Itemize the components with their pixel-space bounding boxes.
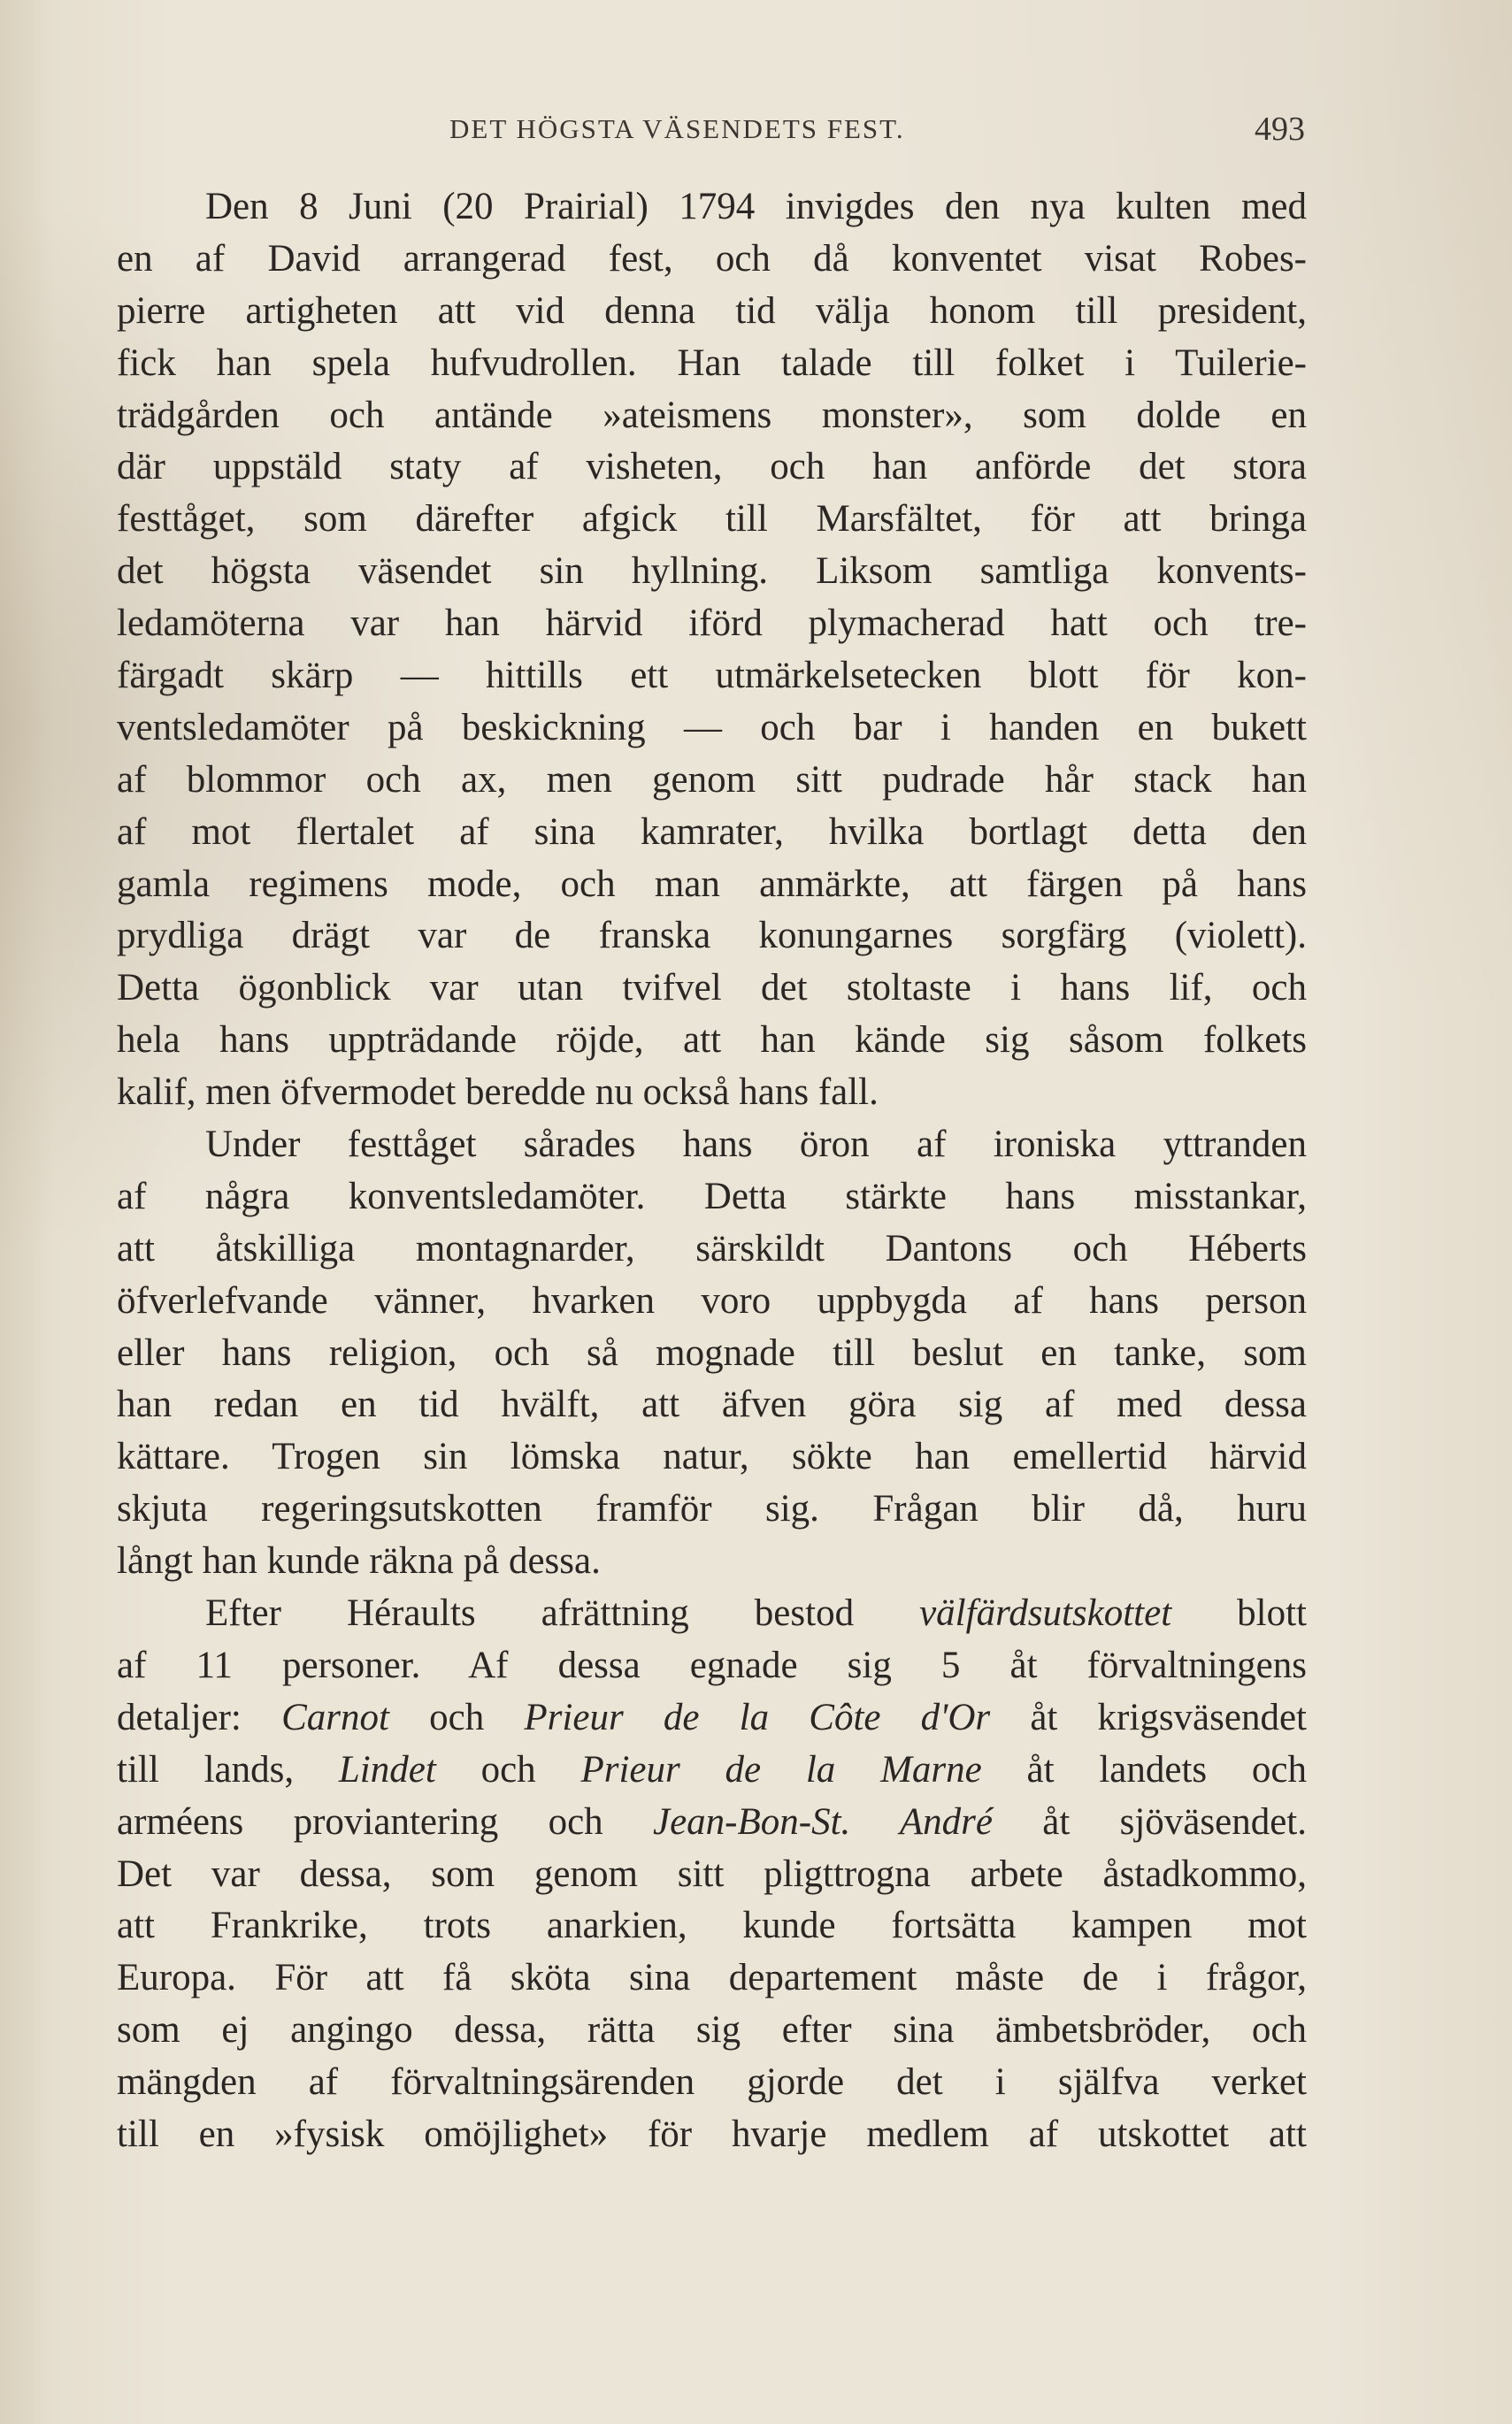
page-header bbox=[115, 106, 1305, 159]
text-line: ventsledamöter på beskickning — och bar i handen en bukett bbox=[117, 706, 1307, 748]
text-line: detaljer: Carnot och Prieur de la Côte d'Or åt krigsväsendet bbox=[117, 1696, 1307, 1738]
text-line: öfverlefvande vänner, hvarken voro uppbygda af hans person bbox=[117, 1279, 1307, 1322]
text-line: långt han kunde räkna på dessa. bbox=[117, 1540, 601, 1583]
text-line: det högsta väsendet sin hyllning. Liksom samtliga konvents- bbox=[117, 550, 1307, 593]
text-line: af 11 personer. Af dessa egnade sig 5 åt förvaltningens bbox=[117, 1644, 1307, 1686]
text-line: Den 8 Juni (20 Prairial) 1794 invigdes den nya kulten med bbox=[205, 186, 1307, 227]
text-line: ledamöterna var han härvid iförd plymacherad hatt och tre- bbox=[117, 602, 1307, 645]
text-line: till en »fysisk omöjlighet» för hvarje medlem af utskottet att bbox=[117, 2113, 1307, 2155]
italic-name: Prieur de la Côte d'Or bbox=[524, 1696, 991, 1738]
text-line: af mot flertalet af sina kamrater, hvilka bortlagt detta den bbox=[117, 810, 1307, 853]
text-line: Under festtåget sårades hans öron af ironiska yttranden bbox=[205, 1124, 1307, 1166]
text-line: där uppstäld staty af visheten, och han anförde det stora bbox=[117, 446, 1307, 488]
italic-name: Jean-Bon-St. André bbox=[653, 1800, 993, 1843]
text-line: att Frankrike, trots anarkien, kunde fortsätta kampen mot bbox=[117, 1905, 1307, 1947]
text-line: Det var dessa, som genom sitt pligttrogna arbete åstadkommo, bbox=[117, 1853, 1307, 1895]
text-line: arméens proviantering och Jean-Bon-St. André åt sjöväsendet. bbox=[117, 1800, 1307, 1843]
text-line: hela hans uppträdande röjde, att han kände sig såsom folkets bbox=[117, 1019, 1307, 1062]
text-line: fick han spela hufvudrollen. Han talade till folket i Tuilerie- bbox=[117, 341, 1307, 384]
text-line: Detta ögonblick var utan tvifvel det stoltaste i hans lif, och bbox=[117, 967, 1307, 1009]
text-line: färgadt skärp — hittills ett utmärkelsetecken blott för kon- bbox=[117, 655, 1307, 697]
body-text bbox=[117, 181, 1307, 2161]
text-line: pierre artigheten att vid denna tid välja honom till president, bbox=[117, 289, 1307, 332]
text-line: mängden af förvaltningsärenden gjorde det i själfva verket bbox=[117, 2061, 1307, 2104]
text-line: Europa. För att få sköta sina departement måste de i frågor, bbox=[117, 1957, 1307, 1999]
running-title: DET HÖGSTA VÄSENDETS FEST. bbox=[449, 113, 905, 144]
italic-name: Prieur de la Marne bbox=[580, 1748, 982, 1791]
text-line: som ej angingo dessa, rätta sig efter sina ämbetsbröder, och bbox=[117, 2009, 1307, 2052]
text-line: festtåget, som därefter afgick till Marsfältet, för att bringa bbox=[117, 498, 1307, 541]
text-line: gamla regimens mode, och man anmärkte, att färgen på hans bbox=[117, 863, 1307, 905]
text-line: kalif, men öfvermodet beredde nu också hans fall. bbox=[117, 1071, 879, 1114]
text-line: trädgården och antände »ateismens monster», som dolde en bbox=[117, 394, 1307, 436]
text-line: af några konventsledamöter. Detta stärkte hans misstankar, bbox=[117, 1175, 1307, 1217]
page-number: 493 bbox=[1255, 111, 1305, 148]
text-line: att åtskilliga montagnarder, särskildt Dantons och Héberts bbox=[117, 1227, 1307, 1270]
text-line: af blommor och ax, men genom sitt pudrade hår stack han bbox=[117, 758, 1307, 801]
text-line: han redan en tid hvälft, att äfven göra sig af med dessa bbox=[117, 1384, 1307, 1426]
text-line: en af David arrangerad fest, och då konventet visat Robes- bbox=[117, 237, 1307, 280]
text-line: till lands, Lindet och Prieur de la Marne åt landets och bbox=[117, 1748, 1307, 1791]
text-line: eller hans religion, och så mognade till beslut en tanke, som bbox=[117, 1331, 1307, 1374]
italic-name: Carnot bbox=[281, 1696, 389, 1738]
text-line: Efter Héraults afrättning bestod välfärdsutskottet blott bbox=[205, 1592, 1307, 1635]
text-line: skjuta regeringsutskotten framför sig. Frågan blir då, huru bbox=[117, 1488, 1307, 1530]
italic-name: Lindet bbox=[338, 1748, 436, 1791]
text-line: prydliga drägt var de franska konungarnes sorgfärg (violett). bbox=[117, 915, 1307, 957]
text-line: kättare. Trogen sin lömska natur, sökte han emellertid härvid bbox=[117, 1436, 1307, 1478]
italic-name: välfärdsutskottet bbox=[919, 1592, 1172, 1635]
